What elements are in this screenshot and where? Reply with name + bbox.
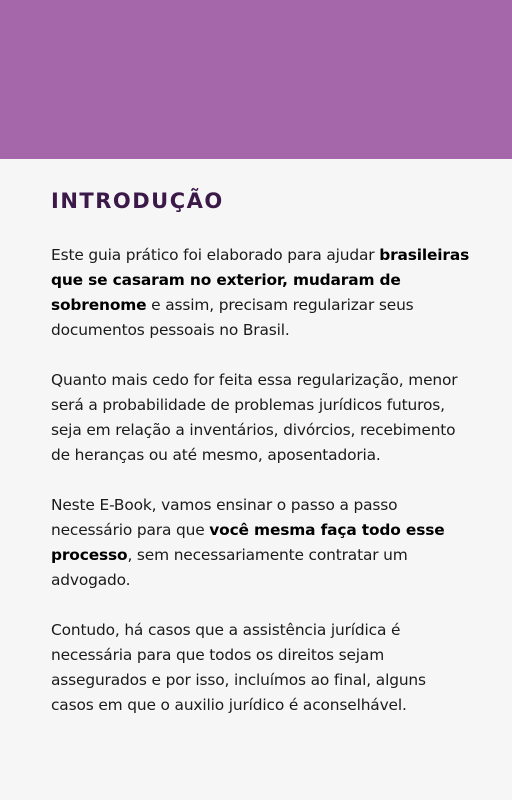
paragraph-emphasis: você mesma faça todo esse processo <box>51 521 445 564</box>
intro-paragraph-3 <box>51 493 471 593</box>
intro-paragraph-1 <box>51 243 471 343</box>
header-banner <box>0 0 512 159</box>
paragraph-text: Neste E-Book, vamos ensinar o passo a passo necessário para que <box>51 496 398 539</box>
intro-paragraph-2: Quanto mais cedo for feita essa regularização, menor será a probabilidade de problemas jurídicos futuros, seja em relação a inventários, divórcios, recebimento de heranças ou até mesmo, aposentadoria. <box>51 371 458 464</box>
paragraph-text: , sem necessariamente contratar um advogado. <box>51 546 408 589</box>
section-title: INTRODUÇÃO <box>51 189 224 213</box>
intro-paragraph-4: Contudo, há casos que a assistência jurídica é necessária para que todos os direitos sejam assegurados e por isso, incluímos ao final, alguns casos em que o auxilio jurídico é aconselhável. <box>51 621 426 714</box>
intro-section <box>51 159 471 718</box>
paragraph-text: Este guia prático foi elaborado para ajudar <box>51 246 380 264</box>
paragraph-emphasis: brasileiras que se casaram no exterior, mudaram de sobrenome <box>51 246 470 314</box>
paragraph-text: e assim, precisam regularizar seus documentos pessoais no Brasil. <box>51 296 414 339</box>
